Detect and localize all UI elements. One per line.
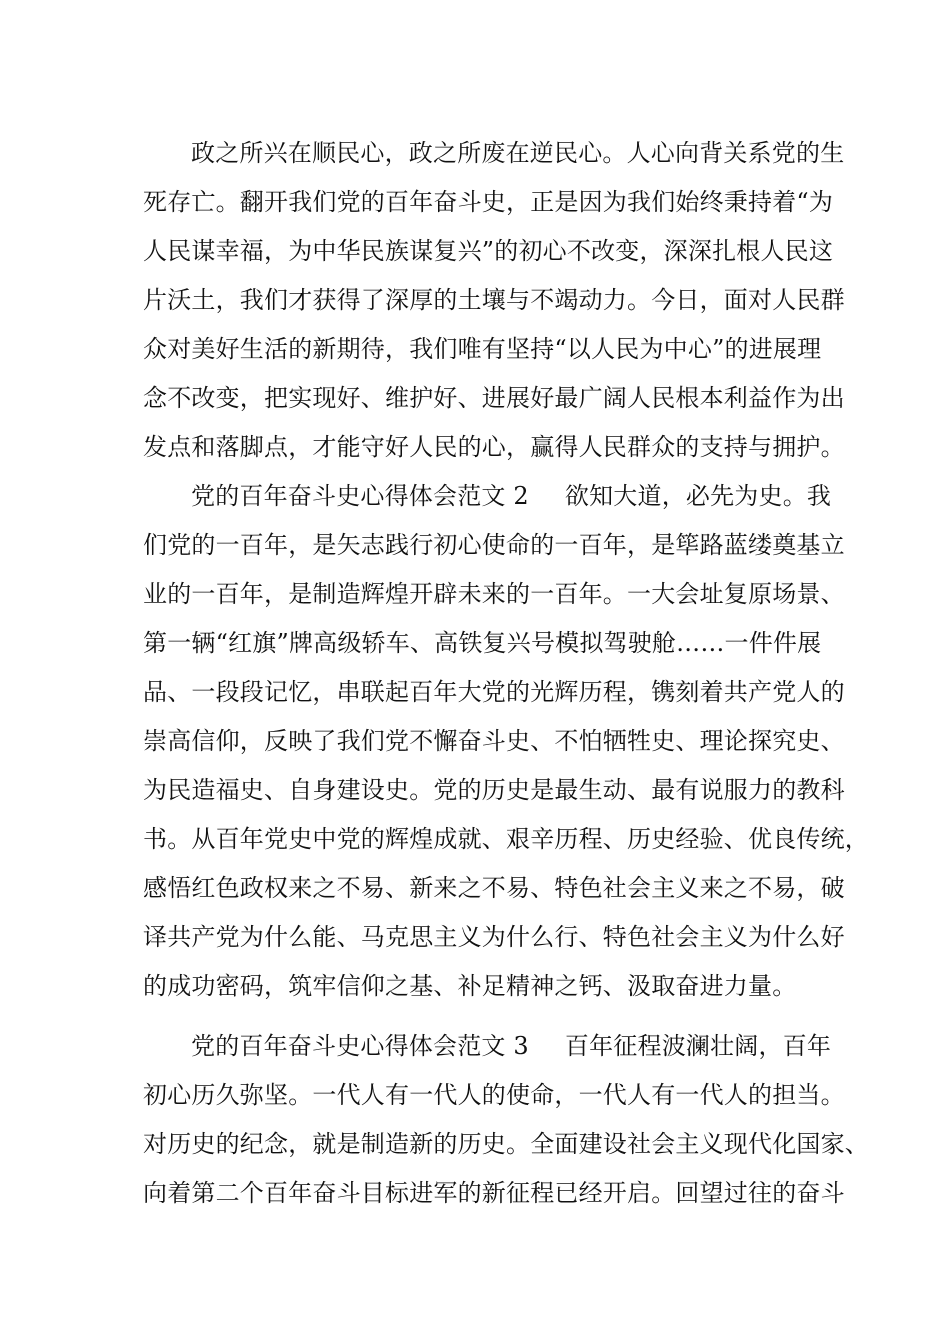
paragraph-line: 业的一百年，是制造辉煌开辟未来的一百年。一大会址复原场景、 — [143, 580, 845, 608]
paragraph-line: 品、一段段记忆，串联起百年大党的光辉历程，镌刻着共产党人的 — [143, 678, 845, 706]
paragraph-line: 人民谋幸福，为中华民族谋复兴”的初心不改变，深深扎根人民这 — [143, 237, 834, 265]
paragraph-line: 们党的一百年，是矢志践行初心使命的一百年，是筚路蓝缕奠基立 — [143, 531, 845, 559]
paragraph-line: 译共产党为什么能、马克思主义为什么行、特色社会主义为什么好 — [143, 923, 845, 951]
paragraph-line: 书。从百年党史中党的辉煌成就、艰辛历程、历史经验、优良传统， — [143, 825, 869, 853]
paragraph-line: 对历史的纪念，就是制造新的历史。全面建设社会主义现代化国家、 — [143, 1130, 869, 1158]
paragraph-line: 片沃土，我们才获得了深厚的土壤与不竭动力。今日，面对人民群 — [143, 286, 845, 314]
paragraph-line: 为民造福史、自身建设史。党的历史是最生动、最有说服力的教科 — [143, 776, 845, 804]
paragraph-line: 第一辆“红旗”牌高级轿车、高铁复兴号模拟驾驶舱……一件件展 — [143, 629, 822, 657]
paragraph-line: 死存亡。翻开我们党的百年奋斗史，正是因为我们始终秉持着“为 — [143, 188, 834, 216]
paragraph-line: 向着第二个百年奋斗目标进军的新征程已经开启。回望过往的奋斗 — [143, 1179, 845, 1207]
paragraph-line: 初心历久弥坚。一代人有一代人的使命，一代人有一代人的担当。 — [143, 1081, 845, 1109]
section-heading-2 — [191, 472, 832, 520]
paragraph-line: 发点和落脚点，才能守好人民的心，赢得人民群众的支持与拥护。 — [143, 433, 845, 461]
paragraph-line: 感悟红色政权来之不易、新来之不易、特色社会主义来之不易，破 — [143, 874, 845, 902]
paragraph-line: 众对美好生活的新期待，我们唯有坚持“以人民为中心”的进展理 — [143, 335, 822, 363]
section-title-2: 党的百年奋斗史心得体会范文 2 — [191, 482, 529, 510]
section-title-3: 党的百年奋斗史心得体会范文 3 — [191, 1032, 529, 1060]
section-heading-3 — [191, 1022, 832, 1070]
paragraph-line: 崇高信仰，反映了我们党不懈奋斗史、不怕牺牲史、理论探究史、 — [143, 727, 845, 755]
paragraph-line: 的成功密码，筑牢信仰之基、补足精神之钙、汲取奋进力量。 — [143, 972, 797, 1000]
paragraph-line: 念不改变，把实现好、维护好、进展好最广阔人民根本利益作为出 — [143, 384, 845, 412]
section-lead-text-2: 欲知大道，必先为史。我 — [564, 482, 832, 510]
section-lead-text-3: 百年征程波澜壮阔，百年 — [564, 1032, 832, 1060]
paragraph-line: 政之所兴在顺民心，政之所废在逆民心。人心向背关系党的生 — [191, 139, 845, 167]
